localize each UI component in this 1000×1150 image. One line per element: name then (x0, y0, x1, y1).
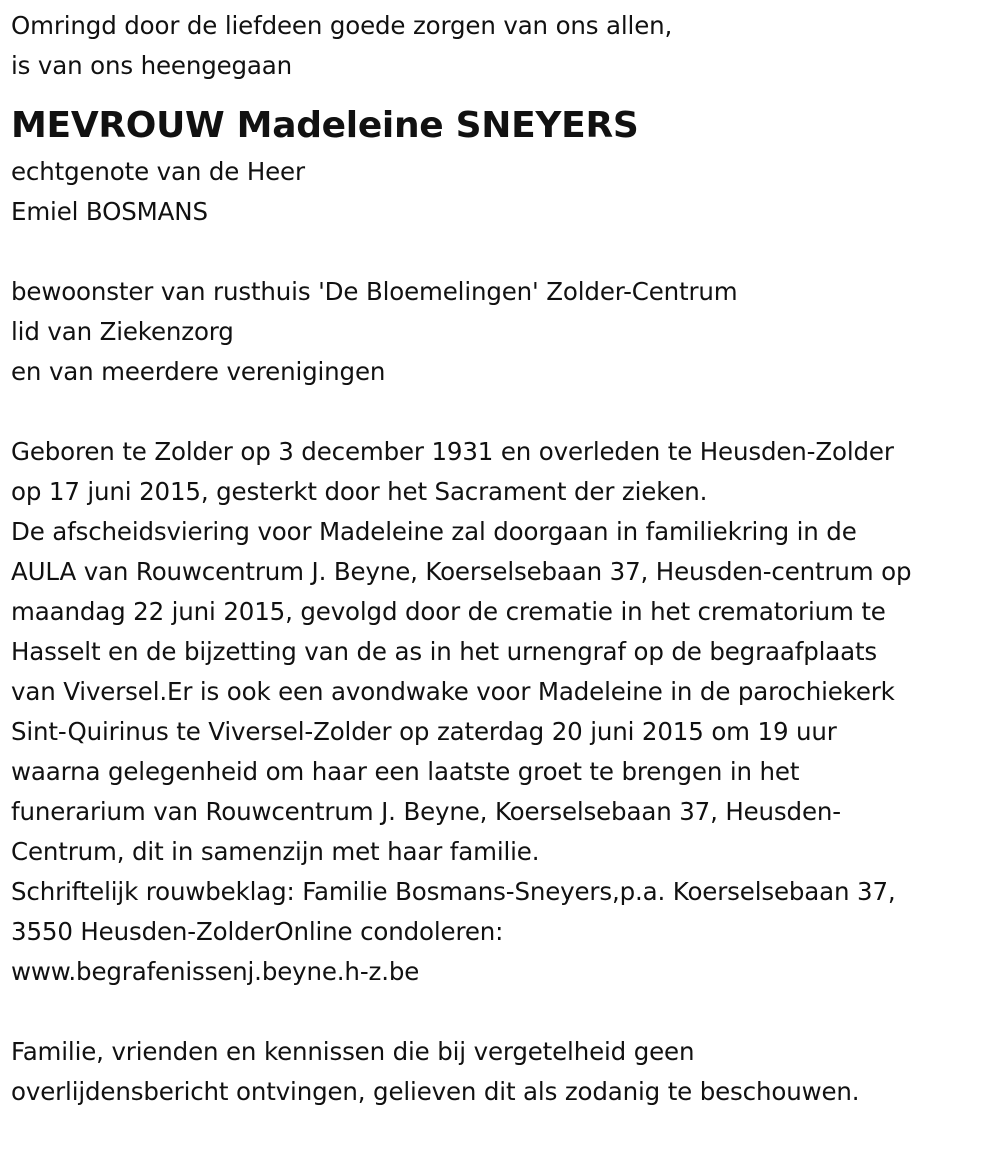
intro-line: Omringd door de liefdeen goede zorgen van ons allen, (11, 11, 673, 40)
spouse-line: echtgenote van de Heer (11, 157, 305, 186)
intro-line: is van ons heengegaan (11, 51, 293, 80)
spouse-block (11, 152, 996, 232)
details-line: Hasselt en de bijzetting van de as in het urnengraf op de begraafplaats (11, 637, 878, 666)
spacer (11, 232, 996, 272)
closing-line: Familie, vrienden en kennissen die bij vergetelheid geen (11, 1037, 695, 1066)
closing-block (11, 1032, 996, 1112)
details-line: funerarium van Rouwcentrum J. Beyne, Koerselsebaan 37, Heusden- (11, 797, 841, 826)
website-line: www.begrafenissenj.beyne.h-z.be (11, 957, 420, 986)
obituary-notice (11, 6, 996, 1112)
membership-line: en van meerdere verenigingen (11, 357, 386, 386)
spacer (11, 392, 996, 432)
details-line: Sint-Quirinus te Viversel-Zolder op zaterdag 20 juni 2015 om 19 uur (11, 717, 837, 746)
spouse-line: Emiel BOSMANS (11, 197, 208, 226)
intro-block (11, 6, 996, 86)
details-line: Geboren te Zolder op 3 december 1931 en overleden te Heusden-Zolder (11, 437, 894, 466)
closing-line: overlijdensbericht ontvingen, gelieven dit als zodanig te beschouwen. (11, 1077, 860, 1106)
membership-line: lid van Ziekenzorg (11, 317, 234, 346)
details-line: Schriftelijk rouwbeklag: Familie Bosmans-Sneyers,p.a. Koerselsebaan 37, (11, 877, 896, 906)
details-line: op 17 juni 2015, gesterkt door het Sacrament der zieken. (11, 477, 708, 506)
deceased-name-heading: MEVROUW Madeleine SNEYERS (11, 105, 639, 146)
memberships-block (11, 272, 996, 392)
details-block (11, 432, 996, 992)
details-line: waarna gelegenheid om haar een laatste groet te brengen in het (11, 757, 800, 786)
details-line: AULA van Rouwcentrum J. Beyne, Koerselsebaan 37, Heusden-centrum op (11, 557, 912, 586)
details-line: Centrum, dit in samenzijn met haar familie. (11, 837, 540, 866)
details-line: van Viversel.Er is ook een avondwake voor Madeleine in de parochiekerk (11, 677, 895, 706)
spacer (11, 992, 996, 1032)
details-line: 3550 Heusden-ZolderOnline condoleren: (11, 917, 504, 946)
details-line: De afscheidsviering voor Madeleine zal doorgaan in familiekring in de (11, 517, 857, 546)
membership-line: bewoonster van rusthuis 'De Bloemelingen' Zolder-Centrum (11, 277, 738, 306)
details-line: maandag 22 juni 2015, gevolgd door de crematie in het crematorium te (11, 597, 886, 626)
